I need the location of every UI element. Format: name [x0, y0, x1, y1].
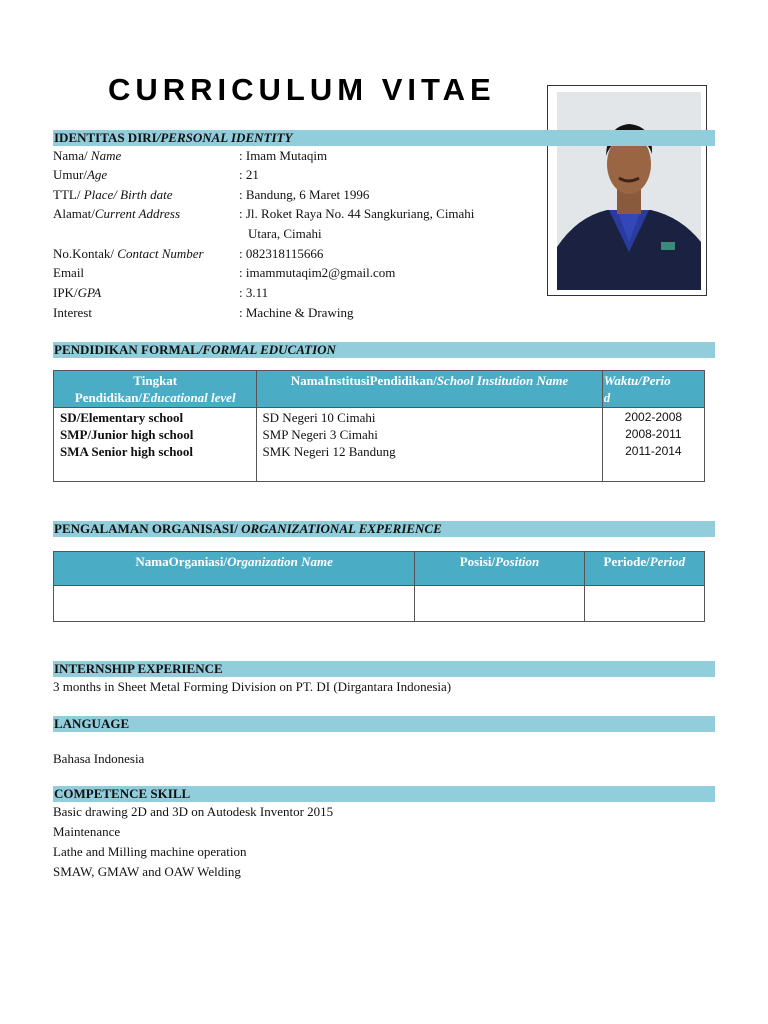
internship-text: 3 months in Sheet Metal Forming Division on PT. DI (Dirgantara Indonesia): [53, 679, 452, 694]
header-education-level: [54, 371, 257, 408]
section-heading-italic: ORGANIZATIONAL EXPERIENCE: [237, 521, 442, 536]
field-label-italic: GPA: [77, 285, 102, 300]
competence-item: Lathe and Milling machine operation: [53, 844, 247, 859]
header-text-italic: Position: [495, 554, 540, 569]
section-heading: PENGALAMAN ORGANISASI/: [54, 521, 238, 536]
header-text: Pendidikan/: [74, 390, 143, 405]
education-periods-cell: [602, 408, 704, 482]
header-text: d: [603, 390, 611, 405]
list-item: 2002-2008: [624, 410, 683, 424]
page-title: CURRICULUM VITAE: [108, 72, 496, 107]
list-item: SMP/Junior high school: [60, 427, 194, 442]
header-period: [584, 552, 704, 586]
field-label: Alamat/: [53, 206, 95, 221]
table-row: [54, 408, 705, 482]
education-levels-cell: [54, 408, 257, 482]
section-personal-identity: [53, 130, 715, 146]
field-value: : Bandung, 6 Maret 1996: [239, 187, 370, 202]
header-period: [602, 371, 704, 408]
section-internship: INTERNSHIP EXPERIENCE: [53, 661, 715, 677]
header-text: NamaOrganiasi/: [135, 554, 228, 569]
header-text: Periode/: [603, 554, 650, 569]
field-label: Nama/: [53, 148, 91, 163]
table-header-row: [54, 371, 705, 408]
field-value: : 082318115666: [239, 246, 324, 261]
section-competence: COMPETENCE SKILL: [53, 786, 715, 802]
field-label-italic: Age: [86, 167, 108, 182]
list-item: SD/Elementary school: [60, 410, 184, 425]
section-heading: IDENTITAS DIRI: [54, 130, 157, 145]
section-language: LANGUAGE: [53, 716, 715, 732]
header-text: Waktu/Perio: [603, 373, 671, 388]
field-label: Interest: [53, 305, 92, 320]
field-label-italic: Place/ Birth date: [83, 187, 173, 202]
field-label: IPK/: [53, 285, 78, 300]
education-table: [53, 370, 705, 482]
profile-photo: [557, 92, 701, 290]
profile-photo-frame: [547, 85, 707, 296]
section-organizational-experience: [53, 521, 715, 537]
field-value: : 3.11: [239, 285, 269, 300]
header-text-italic: Organization Name: [227, 554, 333, 569]
list-item: SMP Negeri 3 Cimahi: [262, 427, 378, 442]
table-header-row: [54, 552, 705, 586]
list-item: 2011-2014: [625, 444, 682, 458]
list-item: 2008-2011: [625, 427, 682, 441]
list-item: SMA Senior high school: [60, 444, 194, 459]
competence-item: Maintenance: [53, 824, 121, 839]
field-value: : Imam Mutaqim: [239, 148, 328, 163]
field-label: Umur/: [53, 167, 87, 182]
field-value: : 21: [239, 167, 259, 182]
empty-cell: [415, 586, 584, 622]
field-label: Email: [53, 265, 85, 280]
header-organization-name: [54, 552, 415, 586]
header-text: Tingkat: [133, 373, 178, 388]
section-formal-education: [53, 342, 715, 358]
empty-cell: [584, 586, 704, 622]
competence-item: Basic drawing 2D and 3D on Autodesk Inventor 2015: [53, 804, 334, 819]
education-schools-cell: [257, 408, 602, 482]
empty-cell: [54, 586, 415, 622]
section-heading-italic: /FORMAL EDUCATION: [198, 342, 336, 357]
organization-table: [53, 551, 705, 622]
field-label: No.Kontak/: [53, 246, 118, 261]
field-label-italic: Name: [90, 148, 122, 163]
language-text: Bahasa Indonesia: [53, 751, 145, 766]
list-item: SMK Negeri 12 Bandung: [262, 444, 396, 459]
field-label-italic: Current Address: [94, 206, 180, 221]
header-school-name: [257, 371, 602, 408]
header-position: [415, 552, 584, 586]
header-text-italic: School Institution Name: [436, 373, 569, 388]
field-label-italic: Contact Number: [117, 246, 204, 261]
field-value: : imammutaqim2@gmail.com: [239, 265, 396, 280]
table-row: [54, 586, 705, 622]
header-text: NamaInstitusiPendidikan/: [290, 373, 437, 388]
field-value: Utara, Cimahi: [248, 226, 322, 241]
field-value: : Jl. Roket Raya No. 44 Sangkuriang, Cimahi: [239, 206, 475, 221]
competence-item: SMAW, GMAW and OAW Welding: [53, 864, 241, 879]
field-label: TTL/: [53, 187, 84, 202]
section-heading: PENDIDIKAN FORMAL: [54, 342, 199, 357]
section-heading-italic: /PERSONAL IDENTITY: [156, 130, 293, 145]
header-text-italic: Period: [649, 554, 686, 569]
list-item: SD Negeri 10 Cimahi: [262, 410, 376, 425]
field-value: : Machine & Drawing: [239, 305, 354, 320]
header-text: Posisi/: [459, 554, 496, 569]
header-text-italic: Educational level: [142, 390, 236, 405]
